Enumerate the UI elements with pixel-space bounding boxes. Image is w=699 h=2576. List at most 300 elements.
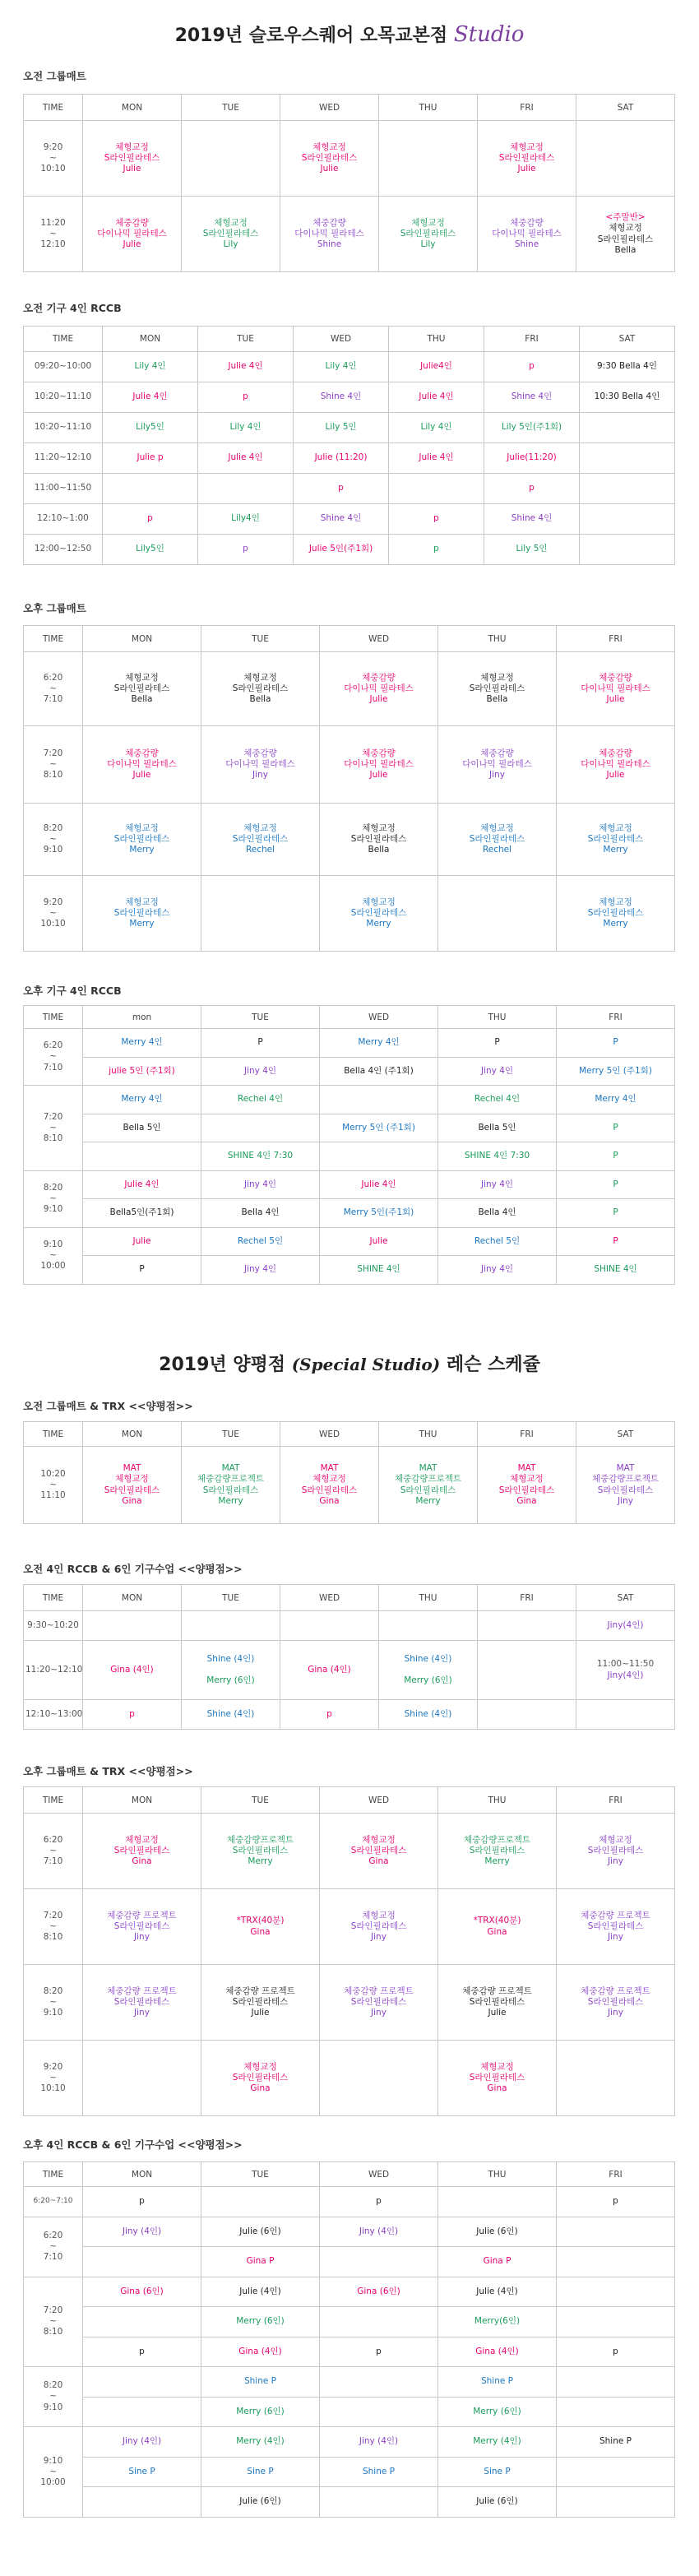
class-cell <box>557 2457 675 2487</box>
cell-text: 7:10 <box>43 694 63 705</box>
column-header: WED <box>280 1422 379 1447</box>
section-title-yp-am-mat: 오전 그룹매트 & TRX <<양평점>> <box>23 1400 193 1412</box>
class-cell <box>103 352 198 382</box>
class-cell <box>182 1641 280 1700</box>
class-cell <box>557 1029 675 1058</box>
pm-group-mat-table <box>23 625 675 952</box>
class-cell <box>576 121 675 197</box>
class-cell <box>438 1256 557 1285</box>
cell-text: S라인필라테스 <box>113 1996 170 2007</box>
class-cell <box>83 1086 201 1114</box>
class-cell <box>201 2187 320 2217</box>
cell-text: P <box>613 1235 618 1246</box>
cell-text: S라인필라테스 <box>498 152 555 163</box>
schedule-row <box>24 474 675 504</box>
cell-text: 체중감량프로젝트 <box>197 1474 265 1485</box>
class-cell <box>438 2457 557 2487</box>
class-cell <box>280 1447 379 1524</box>
class-cell <box>484 443 580 474</box>
class-cell <box>576 1447 675 1524</box>
class-cell <box>182 1611 280 1641</box>
column-header: MON <box>83 1585 182 1611</box>
class-cell <box>484 382 580 413</box>
class-cell <box>576 1700 675 1730</box>
column-header: MON <box>83 2162 201 2187</box>
cell-text: p <box>243 544 248 554</box>
cell-text: S라인필라테스 <box>232 1996 289 2007</box>
cell-text: Jiny 4인 <box>480 1065 514 1076</box>
class-cell <box>320 2187 438 2217</box>
cell-text: 7:20 <box>43 1111 63 1122</box>
cell-text: Bella 4인 <box>478 1207 516 1218</box>
schedule-row <box>24 443 675 474</box>
am-rccb-table <box>23 326 675 565</box>
cell-text: Jiny (4인) <box>122 2436 162 2447</box>
cell-text: Jiny <box>608 2008 623 2018</box>
class-cell <box>576 1611 675 1641</box>
cell-text: S라인필라테스 <box>469 683 525 693</box>
class-cell <box>389 535 484 565</box>
time-cell <box>24 804 83 876</box>
cell-text: 다이나믹 필라테스 <box>581 683 650 693</box>
class-cell <box>294 474 389 504</box>
cell-text: Bella 4인 <box>241 1207 280 1218</box>
class-cell <box>438 1227 557 1256</box>
cell-text: Merry 4인 <box>121 1094 163 1105</box>
column-header: FRI <box>478 1585 576 1611</box>
cell-text: Merry <box>218 1495 243 1506</box>
class-cell <box>103 504 198 535</box>
class-cell <box>320 652 438 726</box>
cell-text: Julie4인 <box>420 361 452 372</box>
cell-text: ~ <box>49 1479 57 1490</box>
schedule-row <box>24 2277 675 2307</box>
cell-text: 체중감량 <box>599 672 632 683</box>
class-cell <box>83 1170 201 1199</box>
class-cell <box>438 1199 557 1228</box>
cell-text: Merry <box>248 1856 273 1867</box>
cell-text: S라인필라테스 <box>113 833 170 844</box>
cell-text: S라인필라테스 <box>113 1920 170 1931</box>
class-cell <box>389 382 484 413</box>
cell-text: Jiny <box>608 1856 623 1867</box>
column-header: TIME <box>24 327 103 352</box>
cell-text: Jiny <box>134 1932 150 1943</box>
cell-text: p <box>433 544 439 554</box>
column-header: FRI <box>557 1787 675 1814</box>
cell-text: Sine P <box>128 2466 155 2476</box>
schedule-row <box>24 726 675 804</box>
cell-text: Lily <box>420 239 436 250</box>
cell-text: S라인필라테스 <box>232 2072 289 2083</box>
cell-text: p <box>433 513 439 524</box>
cell-text: 다이나믹 필라테스 <box>225 758 295 769</box>
cell-text: 12:10~1:00 <box>37 513 89 524</box>
class-cell <box>182 1447 280 1524</box>
cell-text: SHINE 4인 <box>594 1264 637 1275</box>
class-cell <box>201 726 320 804</box>
time-cell <box>24 2041 83 2116</box>
cell-text: Shine 4인 <box>320 391 362 402</box>
schedule-row <box>24 1641 675 1700</box>
cell-text: 체형교정 <box>125 822 159 833</box>
cell-text: ~ <box>49 2466 57 2476</box>
class-cell <box>557 804 675 876</box>
cell-text: S라인필라테스 <box>104 1485 160 1495</box>
cell-text: 체형교정 <box>599 897 632 907</box>
class-cell <box>320 726 438 804</box>
class-cell <box>201 1227 320 1256</box>
cell-text: Bella 5인 <box>478 1122 516 1133</box>
cell-text: 9:10 <box>43 1204 63 1215</box>
time-cell <box>24 443 103 474</box>
schedule-row <box>24 876 675 952</box>
class-cell <box>83 2041 201 2116</box>
cell-text: SHINE 4인 <box>357 1264 400 1275</box>
column-header: TUE <box>182 1585 280 1611</box>
schedule-row <box>24 2367 675 2398</box>
column-header: WED <box>280 95 379 121</box>
class-cell <box>320 1965 438 2041</box>
class-cell <box>557 1142 675 1171</box>
cell-text: 8:10 <box>43 2327 63 2337</box>
cell-text: Lily5인 <box>136 422 164 433</box>
cell-text: p <box>376 2346 382 2356</box>
cell-text: Jiny <box>252 770 268 781</box>
cell-text: Sine P <box>247 2466 274 2476</box>
cell-text: Rechel 5인 <box>237 1235 284 1246</box>
cell-text: Julie <box>320 164 339 174</box>
cell-text: 9:10 <box>43 1239 63 1249</box>
cell-text: Julie (11:20) <box>314 452 368 463</box>
schedule-row <box>24 1700 675 1730</box>
class-cell <box>103 413 198 443</box>
cell-text: 체형교정 <box>480 672 514 683</box>
cell-text: Gina P <box>483 2256 512 2267</box>
cell-text: Bella <box>131 694 153 705</box>
cell-text: 체중감량 프로젝트 <box>462 1985 532 1996</box>
class-cell <box>294 413 389 443</box>
class-cell <box>379 121 478 197</box>
class-cell <box>557 726 675 804</box>
column-header: WED <box>320 1006 438 1029</box>
cell-text: 7:20 <box>43 748 63 758</box>
cell-text: Merry 4인 <box>358 1037 400 1048</box>
time-cell <box>24 1965 83 2041</box>
cell-text: *TRX(40분) <box>236 1916 285 1926</box>
class-cell <box>320 1814 438 1889</box>
cell-text: Julie p <box>137 452 164 463</box>
class-cell <box>320 1256 438 1285</box>
class-cell <box>438 876 557 952</box>
class-cell <box>182 1700 280 1730</box>
cell-text: S라인필라테스 <box>587 1920 644 1931</box>
class-cell <box>557 2277 675 2307</box>
cell-text: S라인필라테스 <box>202 228 259 239</box>
cell-text: 체중감량프로젝트 <box>226 1834 294 1845</box>
class-cell <box>576 197 675 272</box>
schedule-row <box>24 1114 675 1142</box>
column-header: mon <box>83 1006 201 1029</box>
cell-text: Gina P <box>246 2256 275 2267</box>
class-cell <box>320 876 438 952</box>
class-cell <box>198 413 294 443</box>
class-cell <box>478 1641 576 1700</box>
cell-text: ~ <box>49 1996 57 2007</box>
time-cell <box>24 2427 83 2518</box>
cell-text: Merry <box>129 845 155 855</box>
cell-text: Gina <box>516 1495 537 1506</box>
cell-text: p <box>613 2346 618 2356</box>
schedule-row <box>24 1029 675 1058</box>
cell-text: S라인필라테스 <box>469 1996 525 2007</box>
time-cell <box>24 1086 83 1171</box>
schedule-row <box>24 535 675 565</box>
column-header: SAT <box>580 327 675 352</box>
cell-text: P <box>613 1037 618 1048</box>
cell-text: 체형교정 <box>243 822 277 833</box>
cell-text: Lily 4인 <box>229 422 262 433</box>
cell-text: 11:10 <box>40 1490 66 1501</box>
cell-text: 8:20 <box>43 2380 63 2391</box>
cell-text: 11:00~11:50 <box>34 483 92 493</box>
cell-text: Julie 4인 <box>419 452 454 463</box>
cell-text: S라인필라테스 <box>400 228 456 239</box>
time-cell <box>24 535 103 565</box>
column-header: THU <box>389 327 484 352</box>
cell-text: Julie <box>132 770 151 781</box>
class-cell <box>557 2337 675 2367</box>
cell-text: S라인필라테스 <box>350 1920 407 1931</box>
cell-text: 체중감량 <box>125 748 159 758</box>
class-cell <box>83 2427 201 2458</box>
class-cell <box>83 2187 201 2217</box>
cell-text: S라인필라테스 <box>587 907 644 918</box>
yangpyeong-title: 2019년 양평점 (Special Studio) 레슨 스케쥴 <box>159 1355 540 1375</box>
header-row <box>24 1422 675 1447</box>
cell-text: S라인필라테스 <box>587 1845 644 1856</box>
class-cell <box>484 535 580 565</box>
class-cell <box>557 2041 675 2116</box>
cell-text: Julie (6인) <box>476 2496 518 2507</box>
time-cell <box>24 1611 83 1641</box>
schedule-row <box>24 2427 675 2458</box>
cell-text: Sine P <box>484 2466 511 2476</box>
class-cell <box>557 2397 675 2427</box>
class-cell <box>201 2217 320 2247</box>
header-row <box>24 1006 675 1029</box>
cell-text: Gina <box>319 1495 340 1506</box>
class-cell <box>320 2427 438 2458</box>
cell-text: 10:00 <box>40 1261 66 1272</box>
cell-text: 10:10 <box>40 2083 66 2094</box>
class-cell <box>201 1889 320 1965</box>
cell-text: p <box>529 361 535 372</box>
cell-text: S라인필라테스 <box>113 1845 170 1856</box>
class-cell <box>280 197 379 272</box>
column-header: MON <box>83 626 201 652</box>
class-cell <box>83 2277 201 2307</box>
column-header: MON <box>83 1422 182 1447</box>
class-cell <box>580 474 675 504</box>
cell-text: 체형교정 <box>599 822 632 833</box>
schedule-row <box>24 1086 675 1114</box>
schedule-row <box>24 2307 675 2337</box>
cell-text: <주말반> <box>605 212 646 223</box>
class-cell <box>389 504 484 535</box>
cell-text: Rechel 5인 <box>474 1235 521 1246</box>
cell-text: S라인필라테스 <box>301 152 358 163</box>
class-cell <box>438 726 557 804</box>
cell-text: SHINE 4인 7:30 <box>464 1151 530 1161</box>
cell-text: S라인필라테스 <box>350 833 407 844</box>
cell-text: Julie 5인(주1회) <box>308 544 373 554</box>
column-header: WED <box>294 327 389 352</box>
cell-text: 9:10 <box>43 2402 63 2412</box>
cell-text: 9:10 <box>43 2455 63 2466</box>
class-cell <box>201 876 320 952</box>
class-cell <box>103 474 198 504</box>
class-cell <box>83 1814 201 1889</box>
cell-text: Merry (4인) <box>473 2436 521 2447</box>
column-header: MON <box>103 327 198 352</box>
cell-text: Bella <box>614 244 637 255</box>
class-cell <box>320 1227 438 1256</box>
cell-text: 다이나믹 필라테스 <box>344 758 414 769</box>
cell-text: Lily4인 <box>231 513 260 524</box>
cell-text: ~ <box>49 2240 57 2251</box>
class-cell <box>280 1611 379 1641</box>
cell-text: MAT <box>320 1463 339 1474</box>
schedule-row <box>24 1199 675 1228</box>
class-cell <box>580 413 675 443</box>
cell-text: Merry 5인 (주1회) <box>342 1122 415 1133</box>
am-group-mat-table <box>23 94 675 272</box>
cell-text: 체형교정 <box>362 822 396 833</box>
cell-text: Merry (6인) <box>236 2316 285 2327</box>
cell-text: 12:00~12:50 <box>34 544 92 554</box>
cell-text: Shine P <box>362 2466 396 2476</box>
schedule-row <box>24 1447 675 1524</box>
cell-text: 다이나믹 필라테스 <box>294 228 364 239</box>
class-cell <box>83 2337 201 2367</box>
schedule-row <box>24 1227 675 1256</box>
cell-text: 체중감량 프로젝트 <box>225 1985 295 1996</box>
time-cell <box>24 1814 83 1889</box>
class-cell <box>83 1965 201 2041</box>
cell-text: Merry 4인 <box>121 1037 163 1048</box>
class-cell <box>201 2277 320 2307</box>
cell-text: Bella 5인 <box>123 1122 161 1133</box>
time-cell <box>24 1170 83 1227</box>
cell-text: Julie 4인 <box>228 452 263 463</box>
schedule-row <box>24 382 675 413</box>
time-cell <box>24 413 103 443</box>
cell-text: Jiny (4인) <box>359 2226 399 2236</box>
cell-text: Jiny 4인 <box>480 1179 514 1189</box>
time-cell <box>24 1227 83 1284</box>
class-cell <box>438 2307 557 2337</box>
schedule-row <box>24 2487 675 2518</box>
class-cell <box>198 382 294 413</box>
cell-text: Gina <box>368 1856 389 1867</box>
cell-text: p <box>613 2196 618 2207</box>
cell-text: Merry <box>129 919 155 929</box>
class-cell <box>83 197 182 272</box>
class-cell <box>201 2247 320 2277</box>
column-header: MON <box>83 1787 201 1814</box>
class-cell <box>201 1256 320 1285</box>
column-header: TIME <box>24 1787 83 1814</box>
cell-text: 다이나믹 필라테스 <box>462 758 532 769</box>
cell-text: S라인필라테스 <box>469 2072 525 2083</box>
section-title-yp-pm-mat: 오후 그룹매트 & TRX <<양평점>> <box>23 1765 193 1777</box>
class-cell <box>83 1611 182 1641</box>
time-cell <box>24 1889 83 1965</box>
class-cell <box>201 2307 320 2337</box>
cell-text: S라인필라테스 <box>469 1845 525 1856</box>
time-cell <box>24 2217 83 2277</box>
cell-text: Merry <box>415 1495 441 1506</box>
cell-text: Merry <box>603 919 628 929</box>
schedule-row <box>24 121 675 197</box>
class-cell <box>438 1889 557 1965</box>
class-cell <box>484 504 580 535</box>
class-cell <box>83 1256 201 1285</box>
cell-text: p <box>139 2346 145 2356</box>
class-cell <box>83 876 201 952</box>
class-cell <box>557 876 675 952</box>
cell-text: 체중감량 <box>362 748 396 758</box>
schedule-row <box>24 413 675 443</box>
class-cell <box>320 1199 438 1228</box>
class-cell <box>83 121 182 197</box>
cell-text: P <box>613 1151 618 1161</box>
cell-text: Julie <box>488 2008 507 2018</box>
cell-text: Shine 4인 <box>511 513 553 524</box>
class-cell <box>320 2247 438 2277</box>
class-cell <box>557 2367 675 2398</box>
column-header: THU <box>379 1585 478 1611</box>
class-cell <box>83 1142 201 1171</box>
class-cell <box>294 443 389 474</box>
cell-text: Julie <box>606 694 625 705</box>
cell-text: Gina <box>250 2083 271 2094</box>
cell-text: Shine 4인 <box>511 391 553 402</box>
cell-text: ~ <box>49 228 57 239</box>
class-cell <box>379 1700 478 1730</box>
class-cell <box>83 804 201 876</box>
cell-text: Lily5인 <box>136 544 164 554</box>
column-header: WED <box>280 1585 379 1611</box>
cell-text: S라인필라테스 <box>113 907 170 918</box>
cell-text: 체형교정 <box>362 1910 396 1920</box>
cell-text: p <box>139 2196 145 2207</box>
class-cell <box>320 1170 438 1199</box>
cell-text: 10:20~11:10 <box>34 391 92 402</box>
class-cell <box>83 1447 182 1524</box>
cell-text: 11:20~12:10 <box>34 452 92 463</box>
schedule-row <box>24 2187 675 2217</box>
cell-text: Julie <box>251 2008 270 2018</box>
cell-text: 다이나믹 필라테스 <box>492 228 562 239</box>
class-cell <box>320 2041 438 2116</box>
class-cell <box>557 2427 675 2458</box>
cell-text: 12:10~13:00 <box>25 1708 83 1719</box>
class-cell <box>438 2187 557 2217</box>
class-cell <box>438 2367 557 2398</box>
cell-text: P <box>494 1037 500 1048</box>
